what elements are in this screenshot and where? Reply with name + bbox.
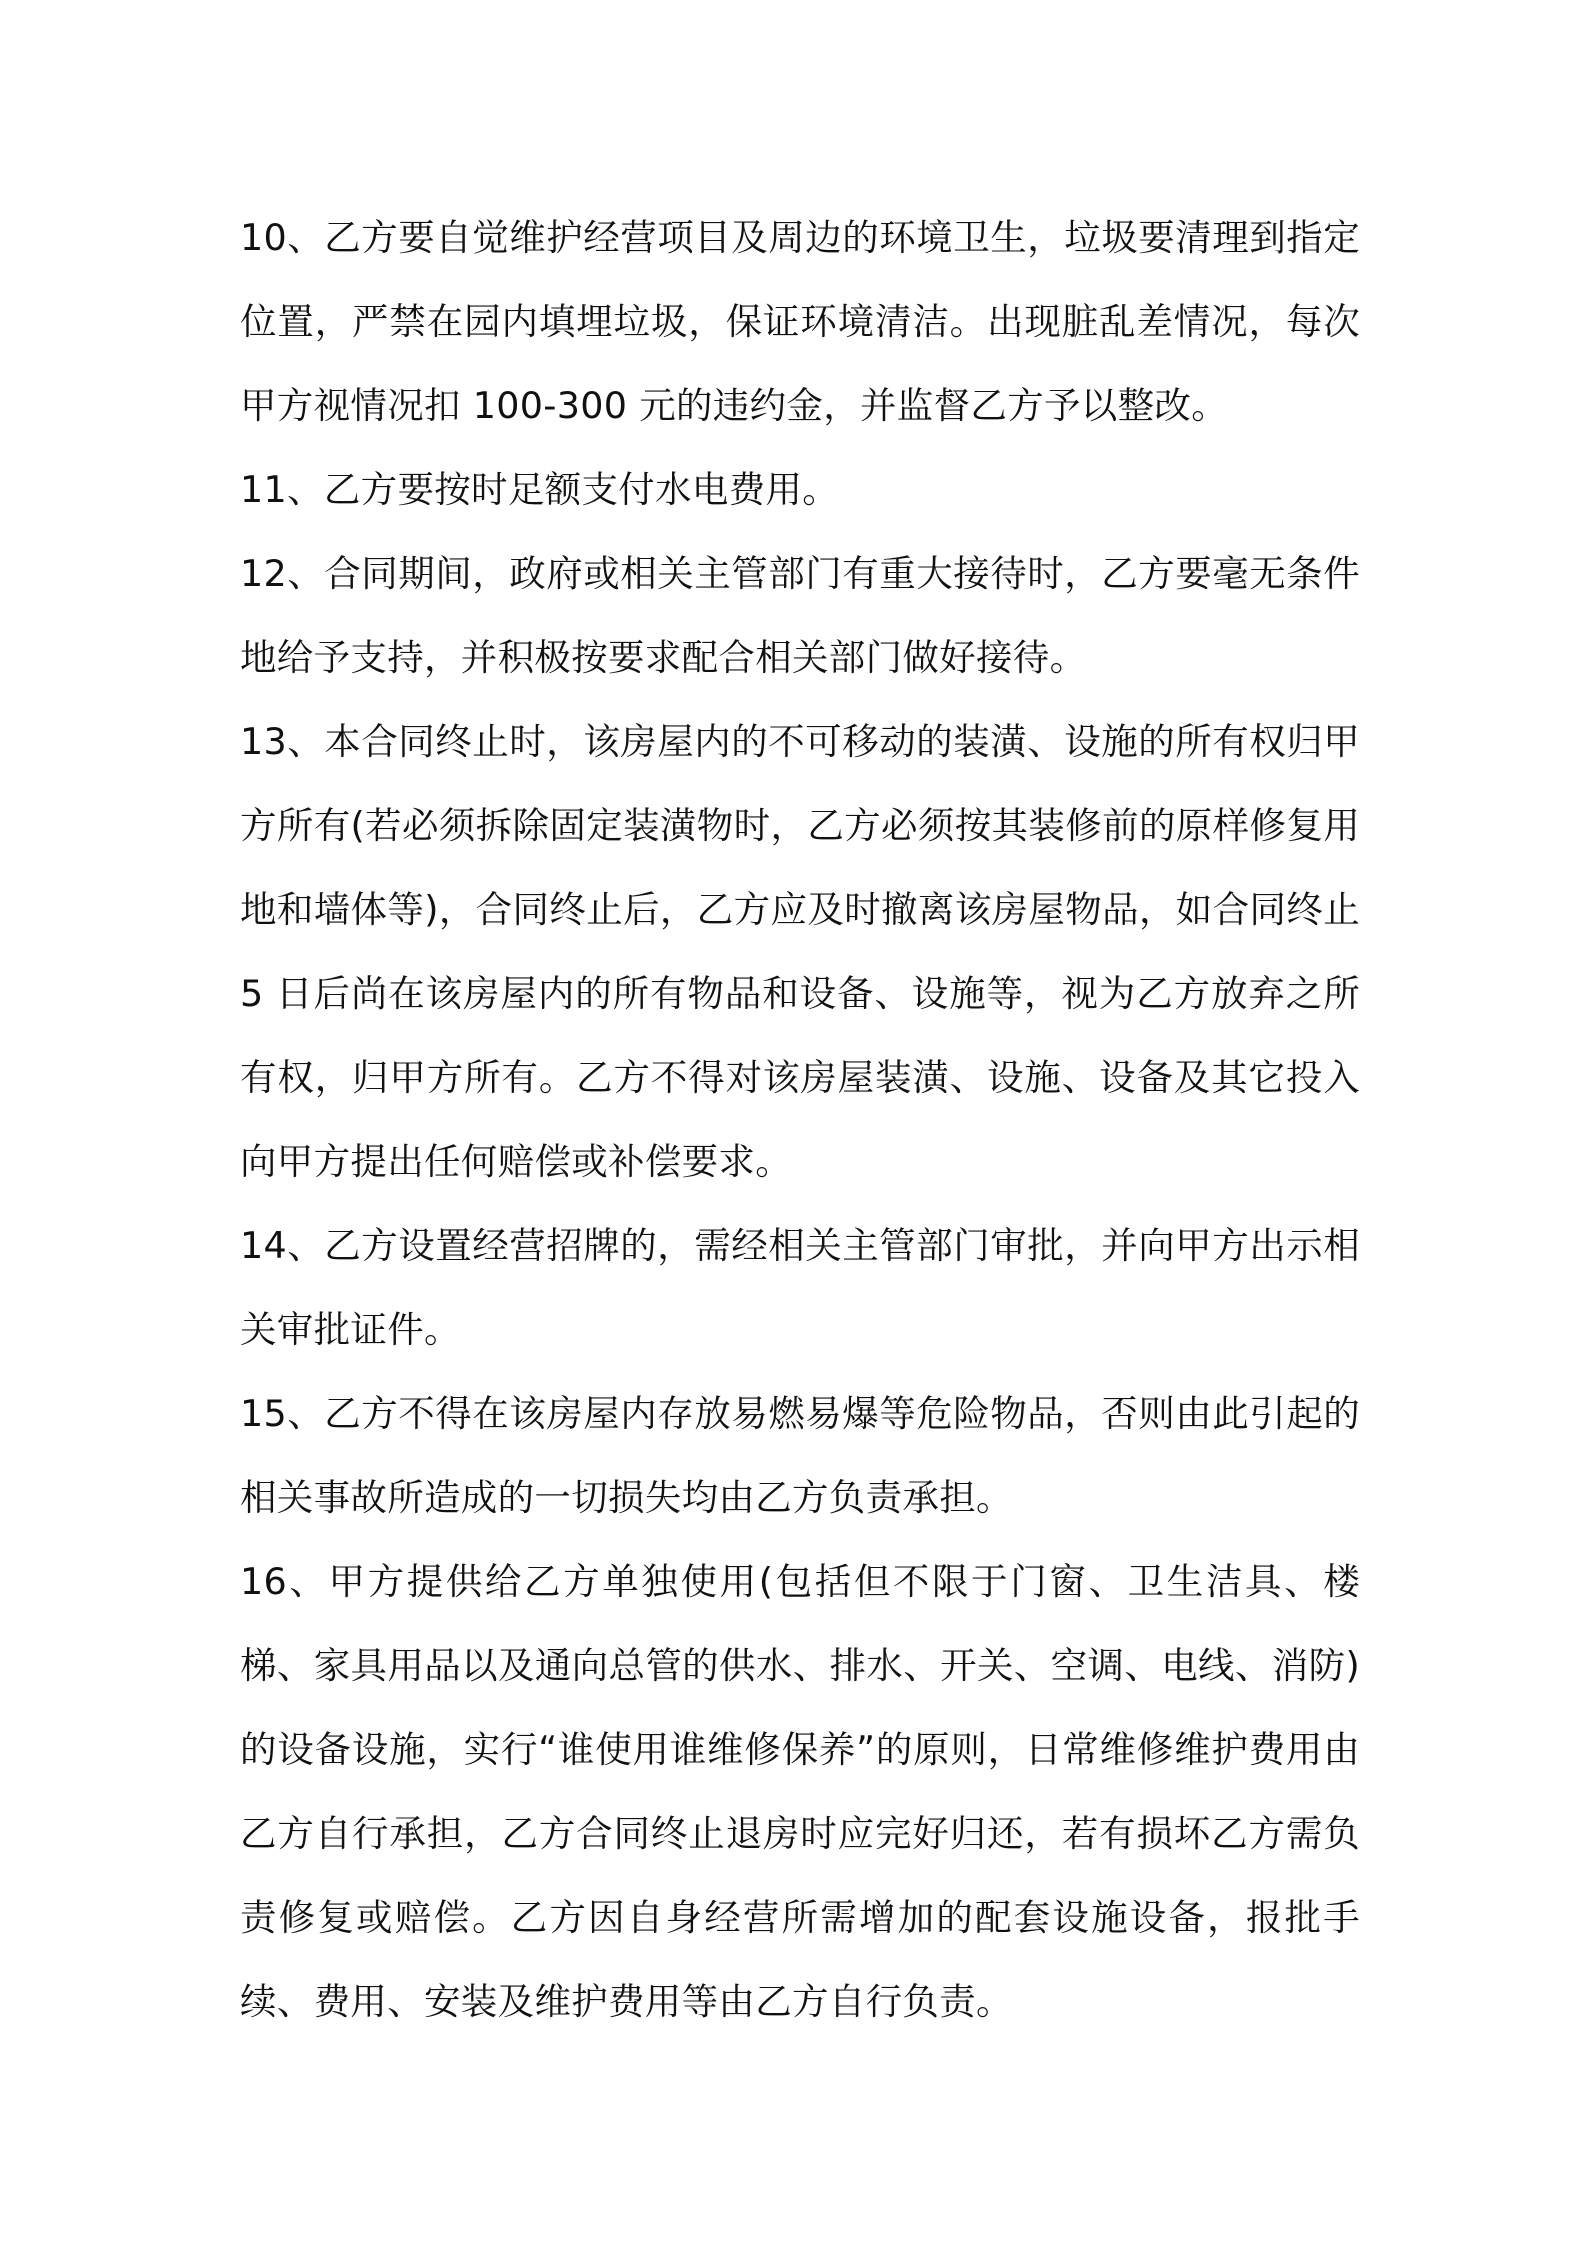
clause-10: 10、乙方要自觉维护经营项目及周边的环境卫生，垃圾要清理到指定位置，严禁在园内填埋垃圾，保证环境清洁。出现脏乱差情况，每次甲方视情况扣 100-300 元的违约金，并监督乙方予以整改。 [240,216,1360,427]
clause-11: 11、乙方要按时足额支付水电费用。 [240,468,840,511]
clause-15: 15、乙方不得在该房屋内存放易燃易爆等危险物品，否则由此引起的相关事故所造成的一切损失均由乙方负责承担。 [240,1392,1360,1519]
clause-13: 13、本合同终止时，该房屋内的不可移动的装潢、设施的所有权归甲方所有(若必须拆除固定装潢物时，乙方必须按其装修前的原样修复用地和墙体等)，合同终止后，乙方应及时撤离该房屋物品，如合同终止 5 日后尚在该房屋内的所有物品和设备、设施等，视为乙方放弃之所有权，归甲方所有。乙方不得对该房屋装潢、设施、设备及其它投入向甲方提出任何赔偿或补偿要求。 [240,720,1360,1183]
clause-12: 12、合同期间，政府或相关主管部门有重大接待时，乙方要毫无条件地给予支持，并积极按要求配合相关部门做好接待。 [240,552,1360,679]
clause-14: 14、乙方设置经营招牌的，需经相关主管部门审批，并向甲方出示相关审批证件。 [240,1224,1360,1351]
clause-16: 16、甲方提供给乙方单独使用(包括但不限于门窗、卫生洁具、楼梯、家具用品以及通向总管的供水、排水、开关、空调、电线、消防)的设备设施，实行“谁使用谁维修保养”的原则，日常维修维护费用由乙方自行承担，乙方合同终止退房时应完好归还，若有损坏乙方需负责修复或赔偿。乙方因自身经营所需增加的配套设施设备，报批手续、费用、安装及维护费用等由乙方自行负责。 [240,1560,1360,2023]
contract-clauses [240,196,1360,2044]
